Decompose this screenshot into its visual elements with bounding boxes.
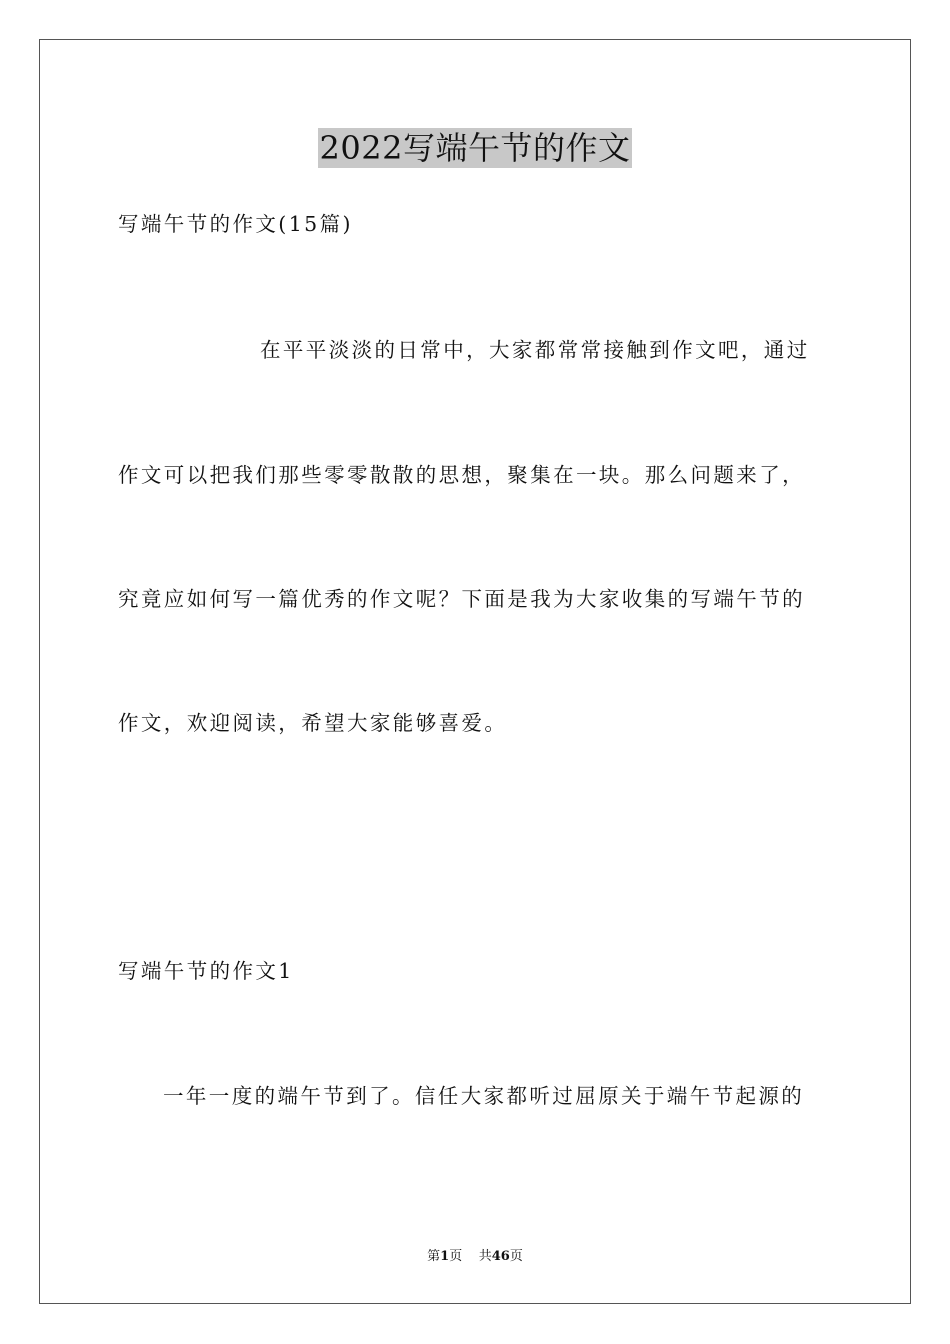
intro-paragraph-line-4: 作文，欢迎阅读，希望大家能够喜爱。: [118, 711, 508, 735]
footer-total-suffix: 页: [509, 1249, 523, 1264]
section-paragraph-line-1: 一年一度的端午节到了。信任大家都听过屈原关于端午节起源的: [163, 1084, 805, 1108]
section-heading: 写端午节的作文1: [118, 959, 294, 983]
page-footer: [0, 1248, 950, 1266]
document-title: [0, 128, 950, 168]
footer-total-prefix: 共: [478, 1249, 492, 1264]
footer-total-pages: 46: [491, 1249, 510, 1264]
document-title-text: 2022写端午节的作文: [319, 129, 631, 167]
footer-page-number: 1: [440, 1249, 450, 1264]
footer-page-suffix: 页: [449, 1249, 463, 1264]
intro-paragraph-line-1: 在平平淡淡的日常中，大家都常常接触到作文吧，通过: [260, 338, 810, 362]
document-subtitle: 写端午节的作文(15篇): [118, 212, 353, 236]
footer-page-prefix: 第: [427, 1249, 441, 1264]
intro-paragraph-line-2: 作文可以把我们那些零零散散的思想，聚集在一块。那么问题来了，: [118, 463, 805, 487]
intro-paragraph-line-3: 究竟应如何写一篇优秀的作文呢？下面是我为大家收集的写端午节的: [118, 587, 805, 611]
